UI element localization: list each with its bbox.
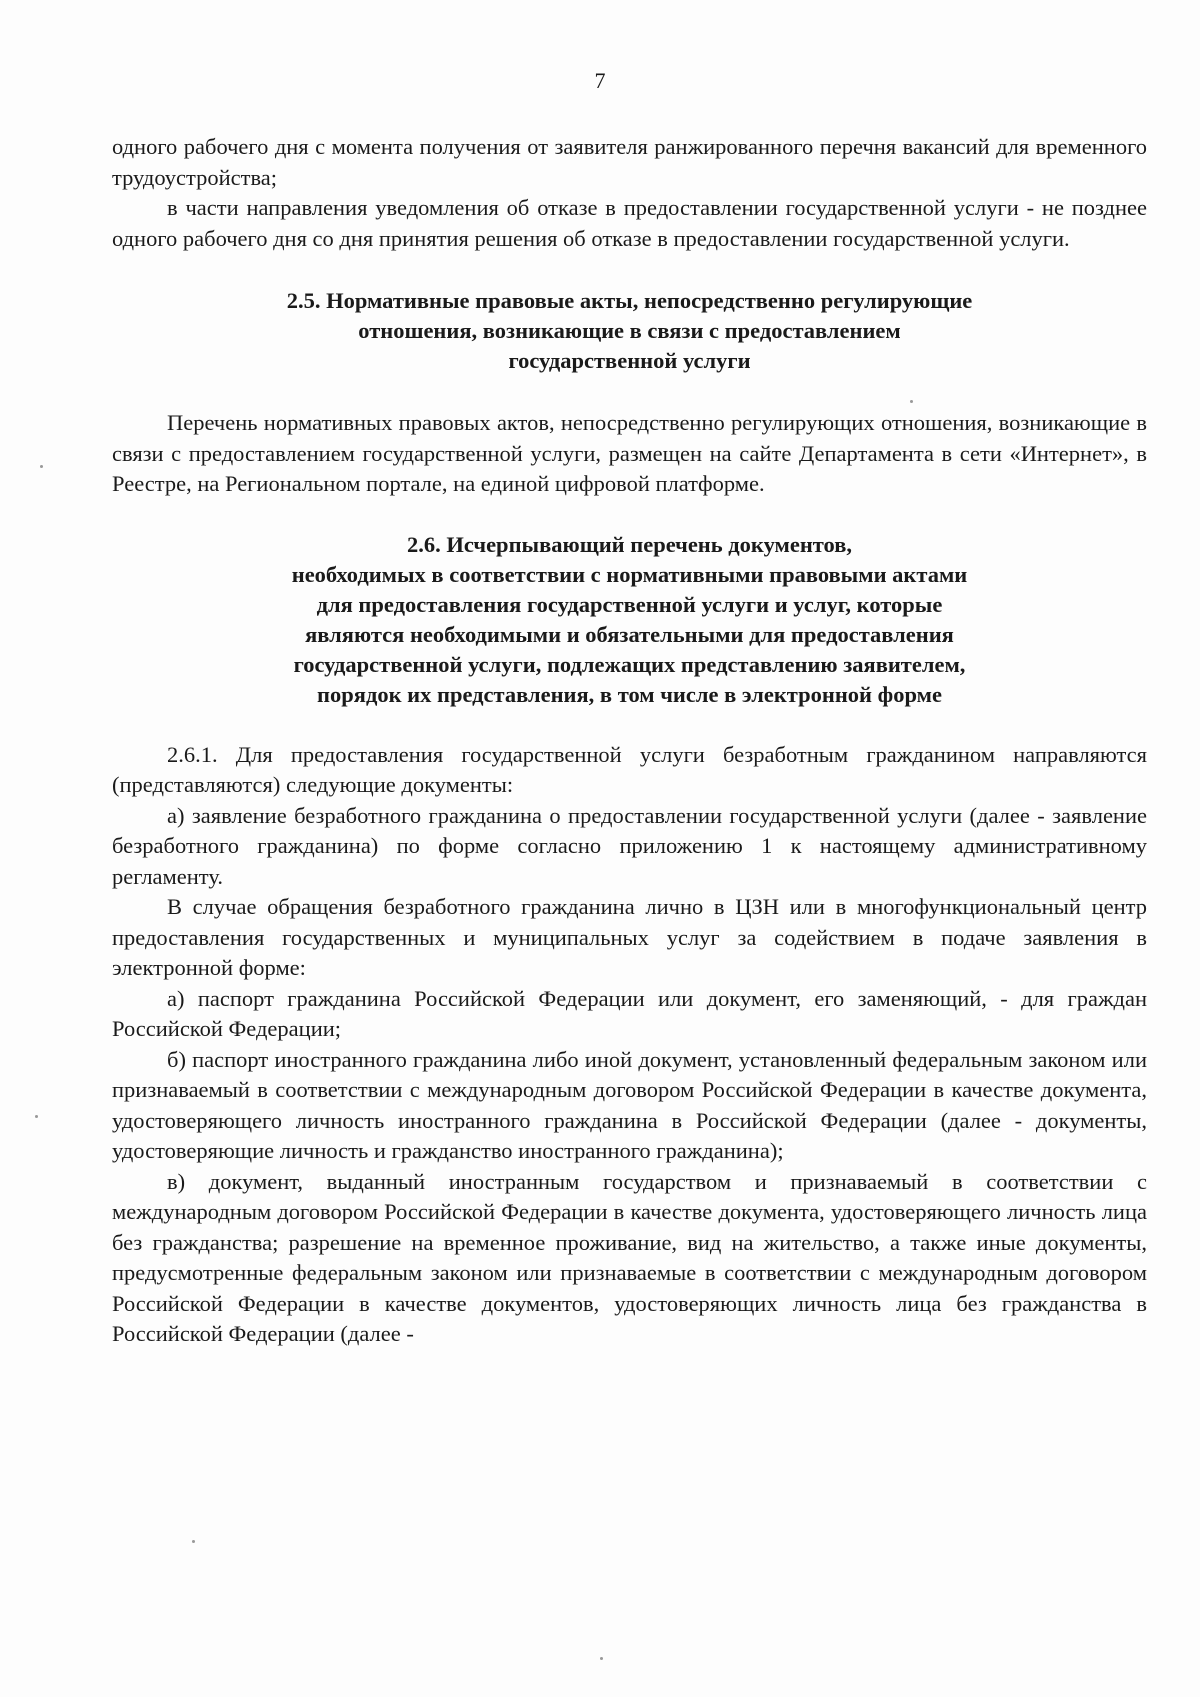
paragraph: в части направления уведомления об отказе в предоставлении государственной услуги - не позднее одного рабочего дня со дня принятия решения об отказе в предоставлении государственной услуги.: [112, 195, 1147, 251]
section-heading-2-5: [112, 286, 1147, 376]
heading-line: являются необходимыми и обязательными для предоставления: [305, 621, 954, 647]
heading-line: порядок их представления, в том числе в электронной форме: [317, 681, 942, 707]
scan-speck: [35, 1115, 38, 1118]
heading-line: 2.5. Нормативные правовые акты, непосредственно регулирующие: [286, 288, 973, 313]
scan-speck: [600, 1657, 603, 1660]
paragraph: в) документ, выданный иностранным государством и признаваемый в соответствии с международным договором Российской Федерации в качестве документа, удостоверяющего личность лица без гражданства; разрешение на временное проживание, вид на жительство, а также иные документы, предусмотренные федеральным законом или признаваемые в соответствии с международным договором Российской Федерации в качестве документов, удостоверяющих личность лица без гражданства в Российской Федерации (далее -: [112, 1168, 1147, 1346]
scan-speck: [192, 1540, 195, 1543]
paragraph-continuation: одного рабочего дня с момента получения от заявителя ранжированного перечня вакансий для временного трудоустройства;: [112, 134, 1147, 190]
section-heading-2-6: [112, 530, 1147, 710]
paragraph: Перечень нормативных правовых актов, непосредственно регулирующих отношения, возникающие в связи с предоставлением государственной услуги, размещен на сайте Департамента в сети «Интернет», в Реестре, на Региональном портале, на единой цифровой платформе.: [112, 410, 1147, 496]
heading-line: государственной услуги, подлежащих представлению заявителем,: [293, 651, 966, 677]
page-content: [112, 132, 1147, 1350]
scan-speck: [40, 465, 43, 468]
paragraph: 2.6.1. Для предоставления государственной услуги безработным гражданином направляются (представляются) следующие документы:: [112, 741, 1147, 797]
scan-speck: [910, 400, 913, 403]
heading-line: для предоставления государственной услуги и услуг, которые: [316, 591, 943, 617]
heading-line: 2.6. Исчерпывающий перечень документов,: [406, 531, 853, 557]
paragraph: а) заявление безработного гражданина о предоставлении государственной услуги (далее - заявление безработного гражданина) по форме согласно приложению 1 к настоящему административному регламенту.: [112, 802, 1147, 889]
paragraph: а) паспорт гражданина Российской Федерации или документ, его заменяющий, - для граждан Российской Федерации;: [112, 985, 1147, 1041]
paragraph: б) паспорт иностранного гражданина либо иной документ, установленный федеральным законом или признаваемый в соответствии с международным договором Российской Федерации в качестве документа, удостоверяющего личность иностранного гражданина в Российской Федерации (далее - документы, удостоверяющие личность и гражданство иностранного гражданина);: [112, 1046, 1147, 1163]
paragraph: В случае обращения безработного гражданина лично в ЦЗН или в многофункциональный центр предоставления государственных и муниципальных услуг за содействием в подаче заявления в электронной форме:: [112, 894, 1147, 980]
page-number: 7: [594, 68, 606, 93]
heading-line: государственной услуги: [508, 348, 751, 373]
heading-line: необходимых в соответствии с нормативными правовыми актами: [291, 561, 968, 587]
heading-line: отношения, возникающие в связи с предоставлением: [358, 318, 901, 343]
